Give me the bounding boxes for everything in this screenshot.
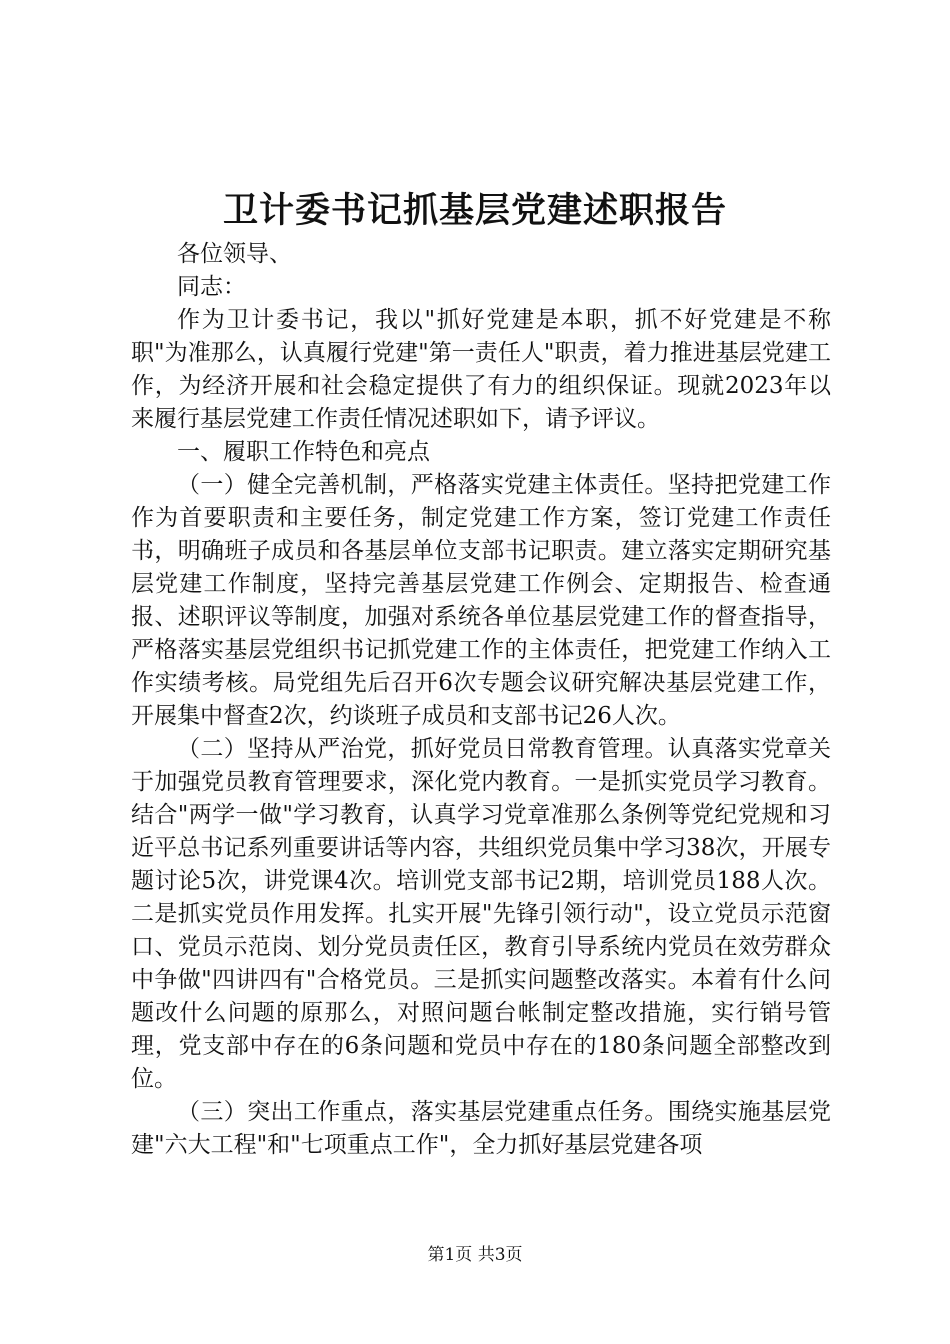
section-heading: 一、履职工作特色和亮点 [177, 439, 430, 465]
salutation-line-1: 各位领导、 [177, 241, 292, 267]
document-body [131, 238, 831, 1162]
intro-paragraph: 作为卫计委书记，我以"抓好党建是本职，抓不好党建是不称职"为准那么，认真履行党建"第一责任人"职责，着力推进基层党建工作，为经济开展和社会稳定提供了有力的组织保证。现就2023年以来履行基层党建工作责任情况述职如下，请予评议。 [131, 307, 831, 432]
paragraph-key-tasks: （三）突出工作重点，落实基层党建重点任务。围绕实施基层党建"六大工程"和"七项重点工作"，全力抓好基层党建各项 [131, 1099, 831, 1158]
salutation-line-2: 同志： [177, 274, 246, 300]
page-title: 卫计委书记抓基层党建述职报告 [222, 190, 727, 231]
paragraph-mechanism: （一）健全完善机制，严格落实党建主体责任。坚持把党建工作作为首要职责和主要任务，制定党建工作方案，签订党建工作责任书，明确班子成员和各基层单位支部书记职责。建立落实定期研究基层党建工作制度，坚持完善基层党建工作例会、定期报告、检查通报、述职评议等制度，加强对系统各单位基层党建工作的督查指导，严格落实基层党组织书记抓党建工作的主体责任，把党建工作纳入工作实绩考核。局党组先后召开6次专题会议研究解决基层党建工作，开展集中督查2次，约谈班子成员和支部书记26人次。 [131, 472, 831, 729]
page-footer: 第1页 共3页 [427, 1245, 523, 1265]
paragraph-party-education: （二）坚持从严治党，抓好党员日常教育管理。认真落实党章关于加强党员教育管理要求，深化党内教育。一是抓实党员学习教育。结合"两学一做"学习教育，认真学习党章准那么条例等党纪党规和习近平总书记系列重要讲话等内容，共组织党员集中学习38次，开展专题讨论5次，讲党课4次。培训党支部书记2期，培训党员188人次。二是抓实党员作用发挥。扎实开展"先锋引领行动"，设立党员示范窗口、党员示范岗、划分党员责任区，教育引导系统内党员在效劳群众中争做"四讲四有"合格党员。三是抓实问题整改落实。本着有什么问题改什么问题的原那么，对照问题台帐制定整改措施，实行销号管理，党支部中存在的6条问题和党员中存在的180条问题全部整改到位。 [131, 736, 831, 1092]
